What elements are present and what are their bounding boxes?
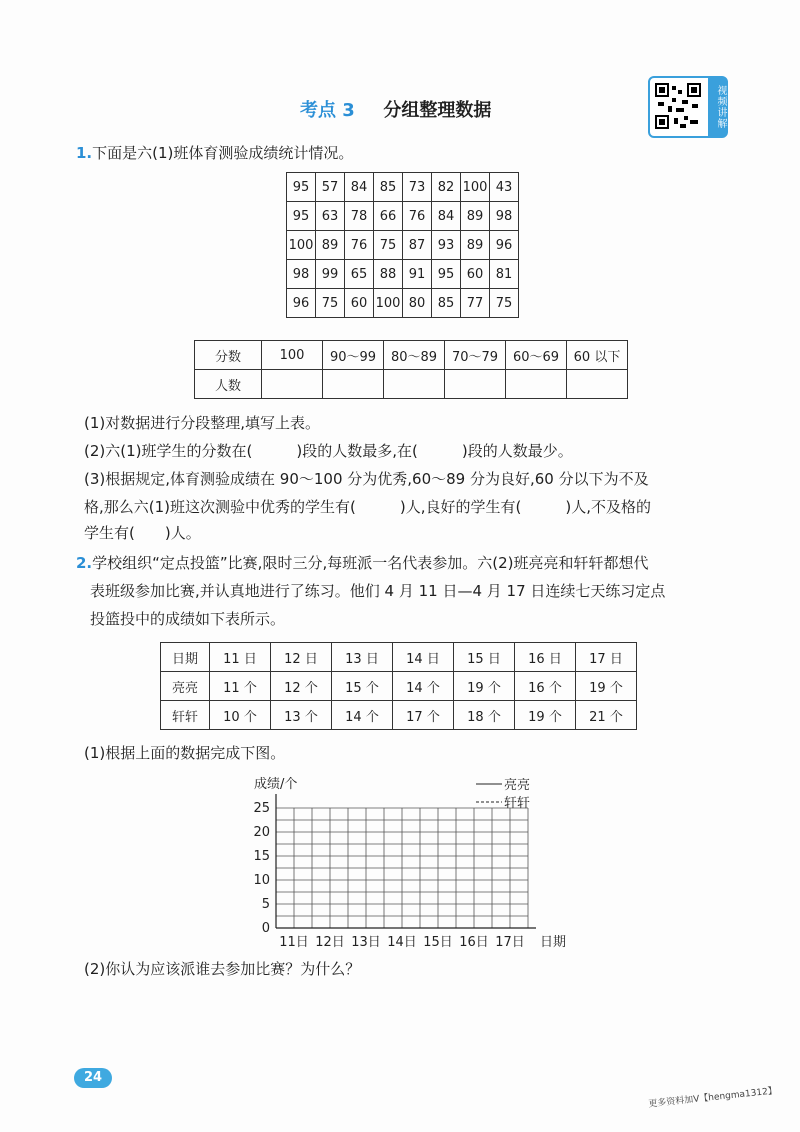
q2-intro-line3: 投篮投中的成绩如下表所示。 — [90, 610, 286, 628]
group-label: 80～89 — [384, 341, 445, 370]
score-value: 75 — [490, 289, 519, 318]
group-label: 60～69 — [506, 341, 567, 370]
score-value: 65 — [345, 260, 374, 289]
q1-number: 1. — [76, 144, 93, 162]
score-row — [287, 289, 519, 318]
score-value: 98 — [287, 260, 316, 289]
score-value: 75 — [316, 289, 345, 318]
group-header-count: 人数 — [195, 370, 262, 399]
score-value: 57 — [316, 173, 345, 202]
score-cell: 21 个 — [576, 701, 637, 730]
legend-label: 轩轩 — [504, 796, 531, 811]
legend-label: 亮亮 — [504, 778, 531, 793]
player-name: 亮亮 — [161, 672, 210, 701]
q2-intro-line1: 2.学校组织“定点投篮”比赛,限时三分,每班派一名代表参加。六(2)班亮亮和轩轩都想代 — [76, 554, 649, 572]
q1-intro — [76, 142, 353, 164]
practice-header: 日期 — [161, 643, 210, 672]
score-value: 85 — [432, 289, 461, 318]
count-cell[interactable] — [567, 370, 628, 399]
score-row — [287, 231, 519, 260]
score-value: 99 — [316, 260, 345, 289]
section-title — [300, 96, 491, 122]
group-header-score: 分数 — [195, 341, 262, 370]
score-value: 95 — [287, 202, 316, 231]
score-value: 95 — [287, 173, 316, 202]
x-tick-label: 12日 — [315, 935, 345, 950]
score-cell: 19 个 — [576, 672, 637, 701]
score-value: 43 — [490, 173, 519, 202]
score-cell: 15 个 — [332, 672, 393, 701]
score-value: 89 — [461, 231, 490, 260]
score-value: 81 — [490, 260, 519, 289]
q1-sub1: (1)对数据进行分段整理,填写上表。 — [84, 414, 321, 432]
score-value: 88 — [374, 260, 403, 289]
score-value: 63 — [316, 202, 345, 231]
section-heading: 分组整理数据 — [383, 100, 492, 121]
footer-note: 更多资料加V【hengma1312】 — [647, 1086, 778, 1110]
score-value: 89 — [461, 202, 490, 231]
score-value: 87 — [403, 231, 432, 260]
score-value: 96 — [490, 231, 519, 260]
score-value: 100 — [461, 173, 490, 202]
page-number: 24 — [74, 1068, 112, 1088]
q2-intro-line2: 表班级参加比赛,并认真地进行了练习。他们 4 月 11 日—4 月 17 日连续七天练习定点 — [90, 582, 666, 600]
qr-label: 视频讲解 — [708, 78, 726, 136]
score-value: 76 — [345, 231, 374, 260]
score-value: 100 — [374, 289, 403, 318]
score-value: 75 — [374, 231, 403, 260]
score-value: 100 — [287, 231, 316, 260]
score-cell: 18 个 — [454, 701, 515, 730]
score-cell: 14 个 — [393, 672, 454, 701]
player-name: 轩轩 — [161, 701, 210, 730]
x-tick-label: 11日 — [279, 935, 309, 950]
score-value: 60 — [345, 289, 374, 318]
date-cell: 12 日 — [271, 643, 332, 672]
score-row — [287, 173, 519, 202]
group-label: 100 — [262, 341, 323, 370]
practice-table — [160, 642, 637, 730]
x-tick-label: 15日 — [423, 935, 453, 950]
q2-number: 2. — [76, 554, 93, 572]
score-value: 84 — [345, 173, 374, 202]
score-cell: 10 个 — [210, 701, 271, 730]
score-value: 85 — [374, 173, 403, 202]
blank-line-chart[interactable] — [240, 768, 580, 958]
score-table — [286, 172, 519, 318]
x-axis-label: 日期 — [540, 935, 567, 950]
score-cell: 13 个 — [271, 701, 332, 730]
q2-sub1: (1)根据上面的数据完成下图。 — [84, 744, 286, 762]
score-cell: 14 个 — [332, 701, 393, 730]
count-cell[interactable] — [323, 370, 384, 399]
section-label: 考点 3 — [300, 100, 355, 121]
score-row — [287, 202, 519, 231]
q1-sub3-line2: 格,那么六(1)班这次测验中优秀的学生有( )人,良好的学生有( )人,不及格的 — [84, 498, 651, 516]
score-cell: 16 个 — [515, 672, 576, 701]
score-value: 84 — [432, 202, 461, 231]
score-value: 91 — [403, 260, 432, 289]
score-value: 78 — [345, 202, 374, 231]
score-value: 95 — [432, 260, 461, 289]
q1-sub3-line3: 学生有( )人。 — [84, 524, 201, 542]
score-value: 98 — [490, 202, 519, 231]
score-value: 82 — [432, 173, 461, 202]
y-tick-label: 20 — [253, 825, 270, 840]
group-label: 90～99 — [323, 341, 384, 370]
score-value: 60 — [461, 260, 490, 289]
q2-sub2: (2)你认为应该派谁去参加比赛？为什么？ — [84, 960, 361, 978]
date-cell: 13 日 — [332, 643, 393, 672]
y-tick-label: 5 — [261, 897, 270, 912]
y-tick-label: 10 — [253, 873, 270, 888]
score-cell: 11 个 — [210, 672, 271, 701]
qr-code-icon — [654, 82, 702, 130]
score-value: 73 — [403, 173, 432, 202]
score-value: 93 — [432, 231, 461, 260]
score-value: 76 — [403, 202, 432, 231]
score-cell: 12 个 — [271, 672, 332, 701]
x-tick-label: 14日 — [387, 935, 417, 950]
date-cell: 14 日 — [393, 643, 454, 672]
date-cell: 16 日 — [515, 643, 576, 672]
count-cell[interactable] — [262, 370, 323, 399]
score-value: 77 — [461, 289, 490, 318]
count-cell[interactable] — [445, 370, 506, 399]
score-value: 66 — [374, 202, 403, 231]
score-row — [287, 260, 519, 289]
score-value: 80 — [403, 289, 432, 318]
q1-sub3-line1: (3)根据规定,体育测验成绩在 90～100 分为优秀,60～89 分为良好,60 分以下为不及 — [84, 470, 649, 488]
date-cell: 17 日 — [576, 643, 637, 672]
group-label: 70～79 — [445, 341, 506, 370]
q1-intro-text: 下面是六(1)班体育测验成绩统计情况。 — [92, 144, 354, 162]
score-cell: 19 个 — [515, 701, 576, 730]
date-cell: 15 日 — [454, 643, 515, 672]
count-cell[interactable] — [506, 370, 567, 399]
group-table — [194, 340, 628, 399]
x-tick-label: 17日 — [495, 935, 525, 950]
y-tick-label: 25 — [253, 801, 270, 816]
group-label: 60 以下 — [567, 341, 628, 370]
q1-sub2: (2)六(1)班学生的分数在( )段的人数最多,在( )段的人数最少。 — [84, 442, 573, 460]
score-cell: 19 个 — [454, 672, 515, 701]
x-tick-label: 16日 — [459, 935, 489, 950]
date-cell: 11 日 — [210, 643, 271, 672]
count-cell[interactable] — [384, 370, 445, 399]
y-tick-label: 15 — [253, 849, 270, 864]
score-cell: 17 个 — [393, 701, 454, 730]
x-tick-label: 13日 — [351, 935, 381, 950]
y-tick-label: 0 — [261, 921, 270, 936]
score-value: 89 — [316, 231, 345, 260]
qr-video-badge[interactable] — [648, 76, 728, 138]
score-value: 96 — [287, 289, 316, 318]
y-axis-label: 成绩/个 — [254, 777, 298, 792]
